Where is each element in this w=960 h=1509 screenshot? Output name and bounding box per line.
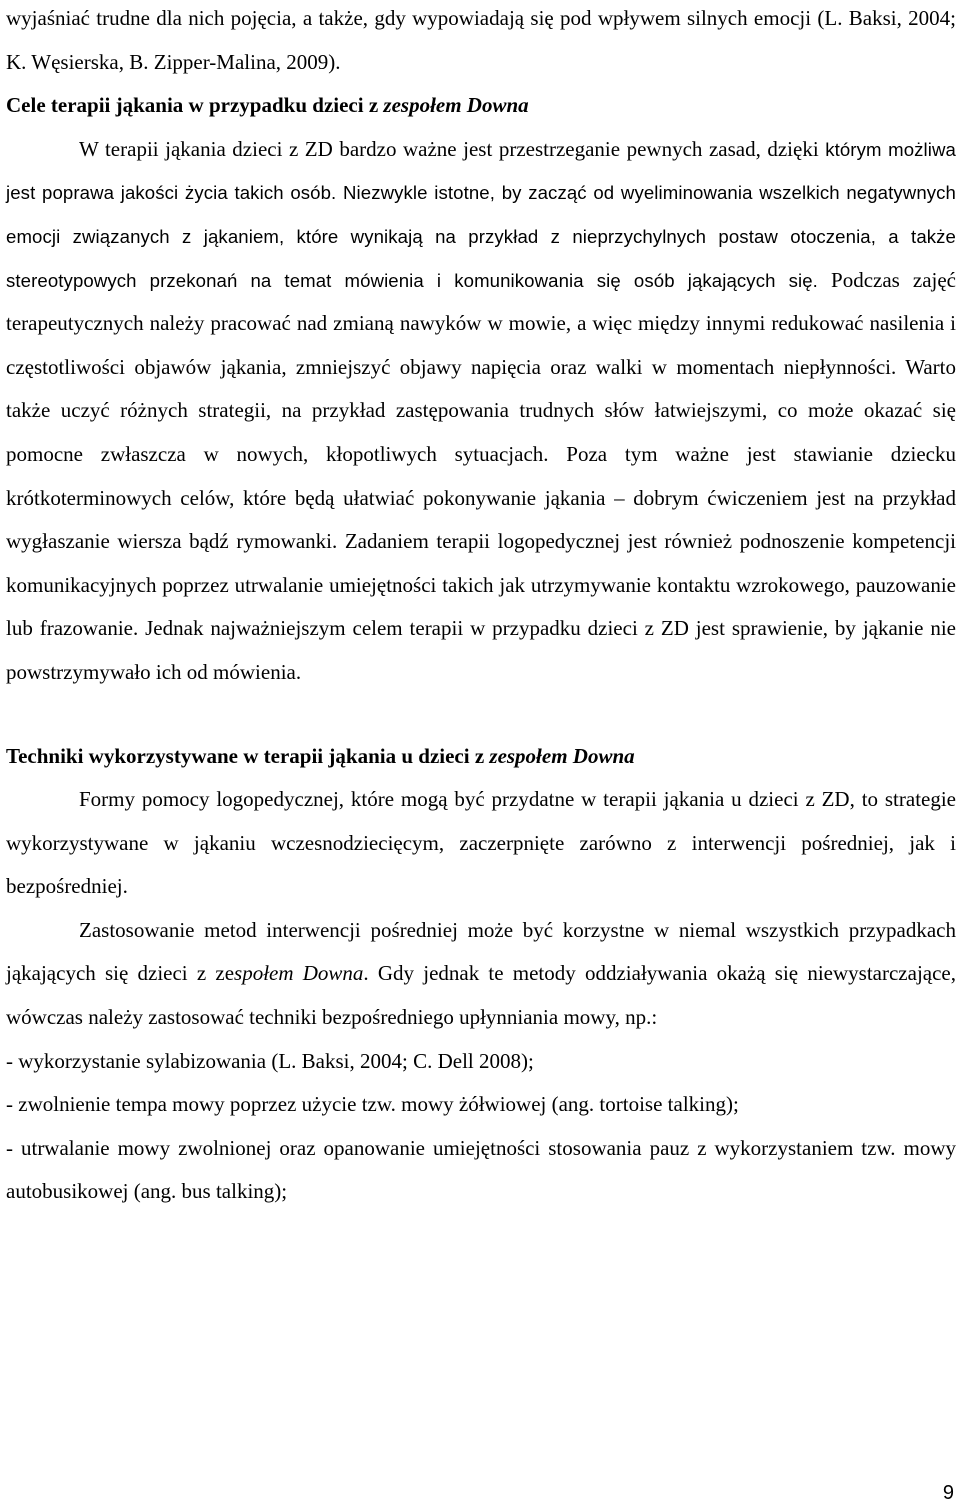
document-page: [6, 0, 956, 1214]
section-heading-techniques-text: Techniki wykorzystywane w terapii jąkania u dzieci z: [6, 743, 490, 768]
section-heading-techniques-italic: zespołem Downa: [489, 743, 635, 768]
section-heading-goals: [6, 84, 956, 128]
list-item: - wykorzystanie sylabizowania (L. Baksi, 2004; C. Dell 2008);: [6, 1048, 534, 1073]
list-item: - zwolnienie tempa mowy poprzez użycie tzw. mowy żółwiowej (ang. tortoise talking);: [6, 1092, 739, 1117]
goals-paragraph: [6, 128, 956, 695]
goals-paragraph-serif-start: W terapii jąkania dzieci z ZD bardzo ważne jest przestrzeganie pewnych zasad, dzięki: [79, 136, 819, 161]
intro-paragraph: wyjaśniać trudne dla nich pojęcia, a także, gdy wypowiadają się pod wpływem silnych emocji (L. Baksi, 2004; K. Węsierska, B. Zipper-Malina, 2009).: [6, 6, 956, 74]
section-heading-techniques: [6, 735, 956, 779]
techniques-paragraph-2-italic: społem Downa: [234, 961, 364, 986]
section-heading-goals-italic: zespołem Downa: [383, 93, 529, 118]
techniques-paragraph-2-start: Zastosowanie metod interwencji pośredniej może być korzystne w niemal wszystkich przypadkach jąkających się dzieci z ze: [6, 917, 956, 986]
page-number: 9: [942, 1482, 954, 1504]
techniques-paragraph-1: Formy pomocy logopedycznej, które mogą być przydatne w terapii jąkania u dzieci z ZD, to strategie wykorzystywane w jąkaniu wczesnodziecięcym, zaczerpnięte zarówno z interwencji pośredniej, jak i bezpośredniej.: [6, 787, 956, 899]
techniques-paragraph-2-end: . Gdy jednak te metody oddziaływania okażą się niewystarczające, wówczas należy zastosować techniki bezpośredniego upłynniania mowy, np.:: [6, 961, 956, 1030]
goals-paragraph-serif-rest: Podczas zajęć terapeutycznych należy pracować nad zmianą nawyków w mowie, a więc między innymi redukować nasilenia i częstotliwości objawów jąkania, zmniejszyć objawy napięcia oraz walki w momentach niepłynności. Warto także uczyć różnych strategii, na przykład zastępowania trudnych słów łatwiejszymi, co może okazać się pomocne zwłaszcza w nowych, kłopotliwych sytuacjach. Poza tym ważne jest stawianie dziecku krótkoterminowych celów, które będą ułatwiać pokonywanie jąkania – dobrym ćwiczeniem jest na przykład wygłaszanie wiersza bądź rymowanki. Zadaniem terapii logopedycznej jest również podnoszenie kompetencji komunikacyjnych poprzez utrwalanie umiejętności takich jak utrzymywanie kontaktu wzrokowego, pauzowanie lub frazowanie. Jednak najważniejszym celem terapii w przypadku dzieci z ZD jest sprawienie, by jąkanie nie powstrzymywało ich od mówienia.: [6, 267, 957, 684]
techniques-paragraph-2: [6, 909, 956, 1040]
goals-paragraph-sans-part: którym możliwa jest poprawa jakości życia takich osób. Niezwykle istotne, by zacząć od wyeliminowania wszelkich negatywnych emocji związanych z jąkaniem, które wynikają na przykład z nieprzychylnych postaw otoczenia, a także stereotypowych przekonań na temat mówienia i komunikowania się osób jąkających się.: [6, 138, 956, 291]
section-heading-goals-text: Cele terapii jąkania w przypadku dzieci z: [6, 93, 384, 118]
list-item: - utrwalanie mowy zwolnionej oraz opanowanie umiejętności stosowania pauz z wykorzystaniem tzw. mowy autobusikowej (ang. bus talking);: [6, 1135, 956, 1204]
